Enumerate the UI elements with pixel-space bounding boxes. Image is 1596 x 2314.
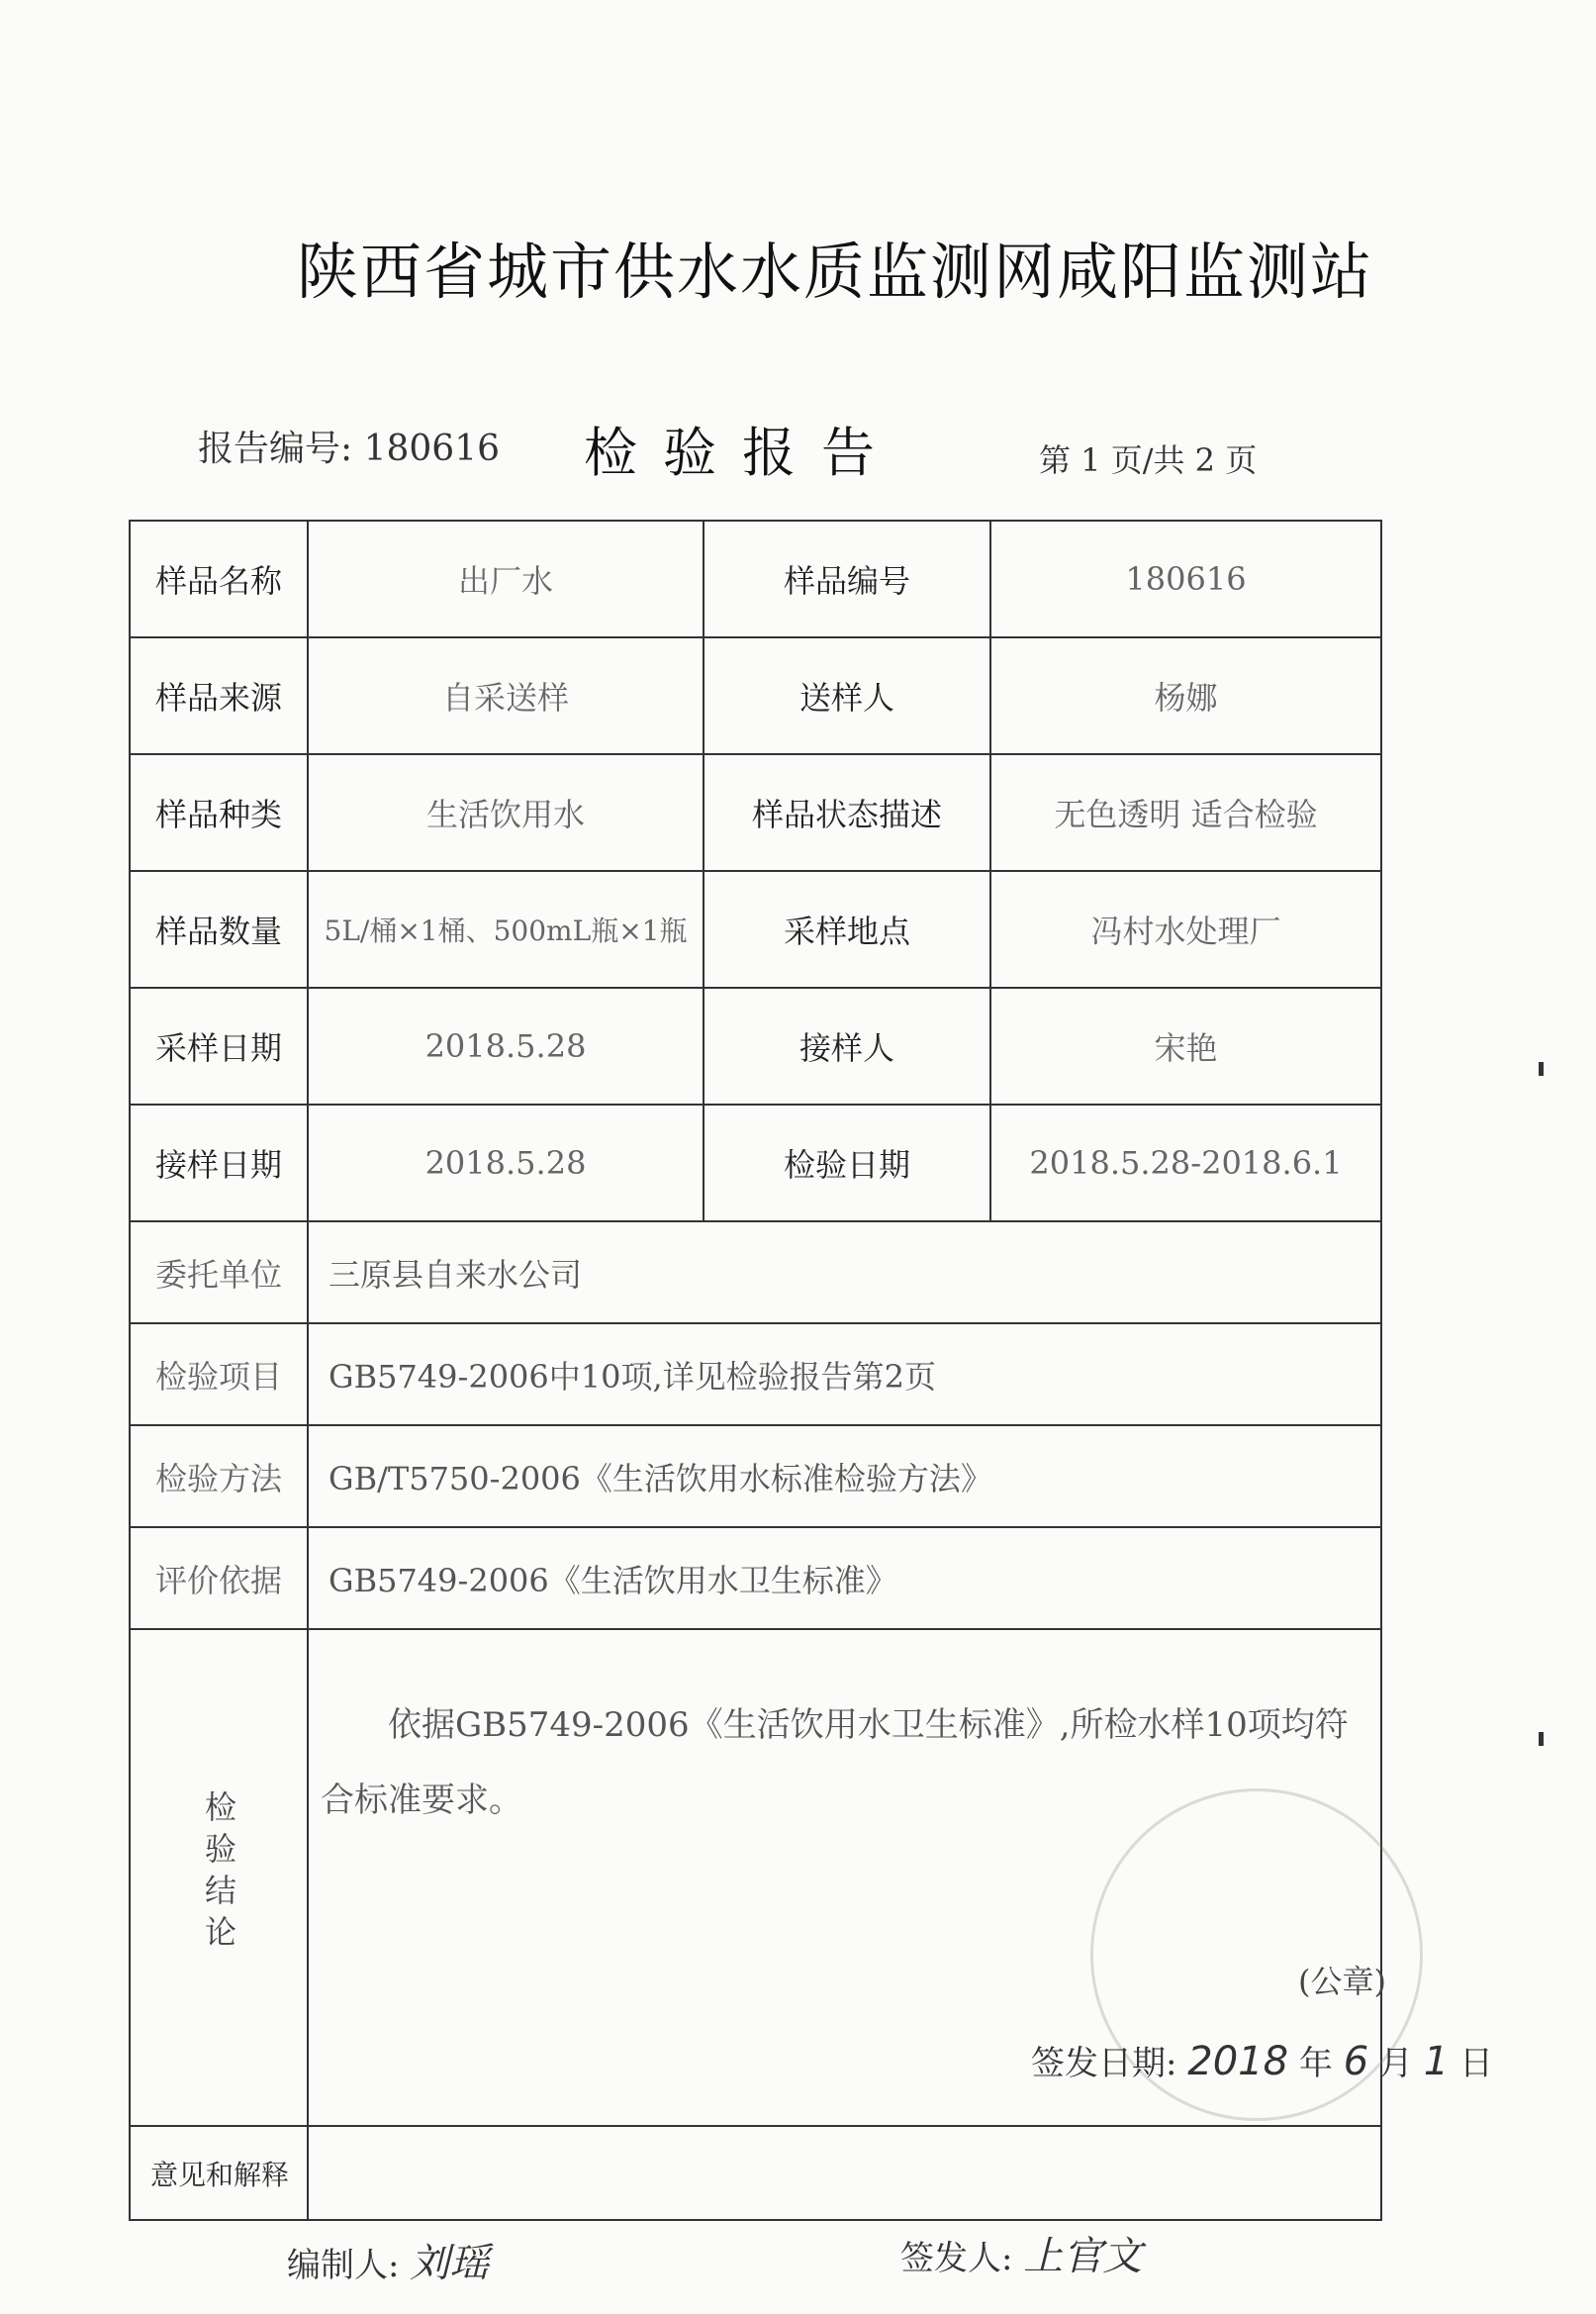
report-table — [129, 520, 1494, 2221]
method-label: 检验方法 — [130, 1425, 308, 1527]
compiler-label: 编制人: — [287, 2246, 400, 2285]
receipt-date-value: 2018.5.28 — [308, 1105, 704, 1221]
scan-mark — [1539, 1062, 1544, 1076]
sample-type-label: 样品种类 — [130, 754, 308, 871]
table-row — [130, 637, 1381, 754]
sample-quantity-value: 5L/桶×1桶、500mL瓶×1瓶 — [308, 871, 704, 988]
page-indicator: 第 1 页/共 2 页 — [1039, 441, 1258, 479]
basis-label: 评价依据 — [130, 1527, 308, 1629]
issue-date — [1031, 2036, 1493, 2084]
compiler-signature: 刘瑶 — [410, 2241, 490, 2286]
submitter-value: 杨娜 — [990, 637, 1381, 754]
inspection-date-label: 检验日期 — [704, 1105, 990, 1221]
opinion-value — [308, 2126, 1381, 2220]
compiler — [287, 2232, 489, 2288]
report-number-label: 报告编号: — [198, 429, 353, 469]
conclusion-label: 检验结论 — [200, 1790, 237, 1957]
sample-source-value: 自采送样 — [308, 637, 704, 754]
sample-id-label: 样品编号 — [704, 521, 990, 637]
items-label: 检验项目 — [130, 1323, 308, 1425]
conclusion-text: 依据GB5749-2006《生活饮用水卫生标准》,所检水样10项均符合标准要求。 — [321, 1705, 1349, 1820]
table-row — [130, 1527, 1381, 1629]
station-title: 陕西省城市供水水质监测网咸阳监测站 — [297, 236, 1374, 308]
issue-month: 6 — [1343, 2039, 1369, 2084]
items-value: GB5749-2006中10项,详见检验报告第2页 — [308, 1323, 1381, 1425]
table-row — [130, 754, 1381, 871]
table-row — [130, 1425, 1381, 1527]
receipt-date-label: 接样日期 — [130, 1105, 308, 1221]
sampling-date-label: 采样日期 — [130, 988, 308, 1105]
report-number-value: 180616 — [363, 429, 501, 469]
day-char: 日 — [1459, 2044, 1494, 2083]
sampling-site-value: 冯村水处理厂 — [990, 871, 1381, 988]
submitter-label: 送样人 — [704, 637, 990, 754]
table-row — [130, 2126, 1381, 2220]
table-row — [130, 521, 1381, 637]
client-value: 三原县自来水公司 — [308, 1221, 1381, 1323]
sample-source-label: 样品来源 — [130, 637, 308, 754]
sample-name-label: 样品名称 — [130, 521, 308, 637]
opinion-label: 意见和解释 — [130, 2126, 308, 2220]
basis-value: GB5749-2006《生活饮用水卫生标准》 — [308, 1527, 1381, 1629]
scan-mark — [1539, 1732, 1544, 1746]
client-label: 委托单位 — [130, 1221, 308, 1323]
issue-day: 1 — [1423, 2039, 1450, 2084]
sample-state-label: 样品状态描述 — [704, 754, 990, 871]
report-number — [198, 421, 500, 471]
table-row — [130, 1105, 1381, 1221]
sample-state-value: 无色透明 适合检验 — [990, 754, 1381, 871]
conclusion-label-cell — [130, 1629, 308, 2126]
issue-date-label: 签发日期: — [1031, 2044, 1177, 2083]
sampling-date-value: 2018.5.28 — [308, 988, 704, 1105]
table-row — [130, 1629, 1381, 2126]
table-row — [130, 988, 1381, 1105]
issuer-signature: 上官文 — [1023, 2234, 1143, 2279]
seal-label: (公章) — [1298, 1963, 1386, 2000]
table-row — [130, 1221, 1381, 1323]
issuer — [900, 2225, 1142, 2281]
year-char: 年 — [1298, 2044, 1333, 2083]
sample-quantity-label: 样品数量 — [130, 871, 308, 988]
receiver-value: 宋艳 — [990, 988, 1381, 1105]
conclusion-cell — [308, 1629, 1494, 2126]
sample-name-value: 出厂水 — [308, 521, 704, 637]
table-row — [130, 871, 1381, 988]
method-value: GB/T5750-2006《生活饮用水标准检验方法》 — [308, 1425, 1381, 1527]
sample-type-value: 生活饮用水 — [308, 754, 704, 871]
inspection-date-value: 2018.5.28-2018.6.1 — [990, 1105, 1381, 1221]
report-heading: 检验报告 — [584, 422, 900, 484]
sample-id-value: 180616 — [990, 521, 1381, 637]
month-char: 月 — [1378, 2044, 1413, 2083]
issuer-label: 签发人: — [900, 2239, 1013, 2278]
table-row — [130, 1323, 1381, 1425]
issue-year: 2018 — [1187, 2039, 1289, 2084]
receiver-label: 接样人 — [704, 988, 990, 1105]
sampling-site-label: 采样地点 — [704, 871, 990, 988]
